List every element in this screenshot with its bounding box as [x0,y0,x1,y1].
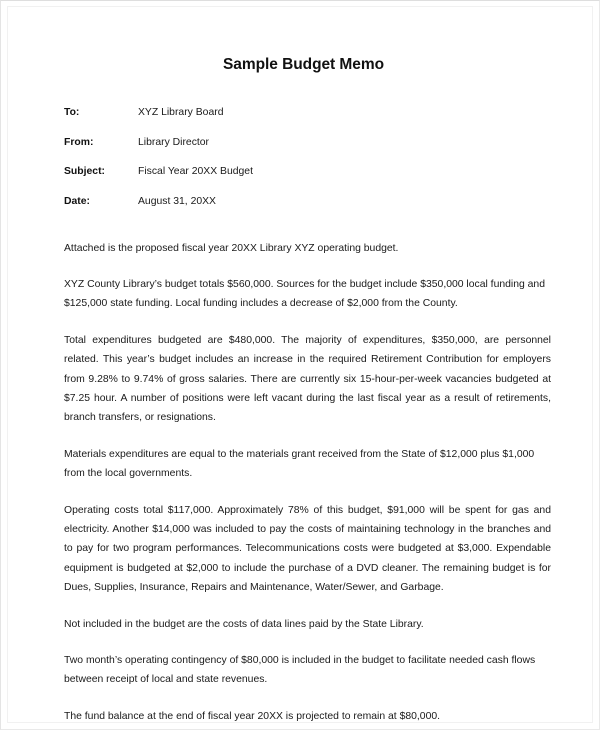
memo-field-date [64,194,551,209]
memo-label-date: Date: [64,195,90,207]
page-title: Sample Budget Memo [223,56,385,73]
paragraph-not-included: Not included in the budget are the costs of data lines paid by the State Library. [64,618,424,630]
paragraph-intro: Attached is the proposed fiscal year 20XX Library XYZ operating budget. [64,242,399,254]
memo-value-subject: Fiscal Year 20XX Budget [138,166,253,177]
paragraph-operating-costs: Operating costs total $117,000. Approximately 78% of this budget, $91,000 will be spent for gas and electricity. Another $14,000 was included to pay the costs of maintaining technology in the branches and to pay for two program performances. Telecommunications costs were budgeted at $3,000. Expendable equipment is budgeted at $2,000 to include the purchase of a DVD cleaner. The remaining budget is for Dues, Supplies, Insurance, Repairs and Maintenance, Water/Sewer, and Garbage. [64,504,551,594]
paragraph-materials: Materials expenditures are equal to the materials grant received from the State of $12,000 plus $1,000 from the local governments. [64,448,535,480]
paragraph-expenditures: Total expenditures budgeted are $480,000. The majority of expenditures, $350,000, are personnel related. This year’s budget includes an increase in the required Retirement Contribution for employers from 9.28% to 9.74% of gross salaries. There are currently six 15-hour-per-week vacancies budgeted at $7.25 hour. A number of positions were left vacant during the last fiscal year as a result of retirements, branch transfers, or resignations. [64,334,551,424]
memo-label-to: To: [64,107,80,118]
memo-value-date: August 31, 20XX [138,195,216,207]
memo-label-subject: Subject: [64,166,105,177]
paragraph-fund-balance: The fund balance at the end of fiscal year 20XX is projected to remain at $80,000. [64,710,441,722]
memo-body [64,239,551,727]
memo-value-to: XYZ Library Board [138,107,224,118]
memo-label-from: From: [64,136,94,148]
memo-field-to [64,105,551,120]
paragraph-budget-totals: XYZ County Library’s budget totals $560,000. Sources for the budget include $350,000 local funding and $125,000 state funding. Local funding includes a decrease of $2,000 from the County. [64,278,545,310]
document-content [1,1,599,726]
memo-value-from: Library Director [138,136,210,148]
paragraph-contingency: Two month’s operating contingency of $80,000 is included in the budget to facilitate needed cash flows between receipt of local and state revenues. [64,655,536,686]
memo-field-subject [64,164,551,179]
memo-field-from [64,135,551,150]
memo-header-block [64,105,551,209]
